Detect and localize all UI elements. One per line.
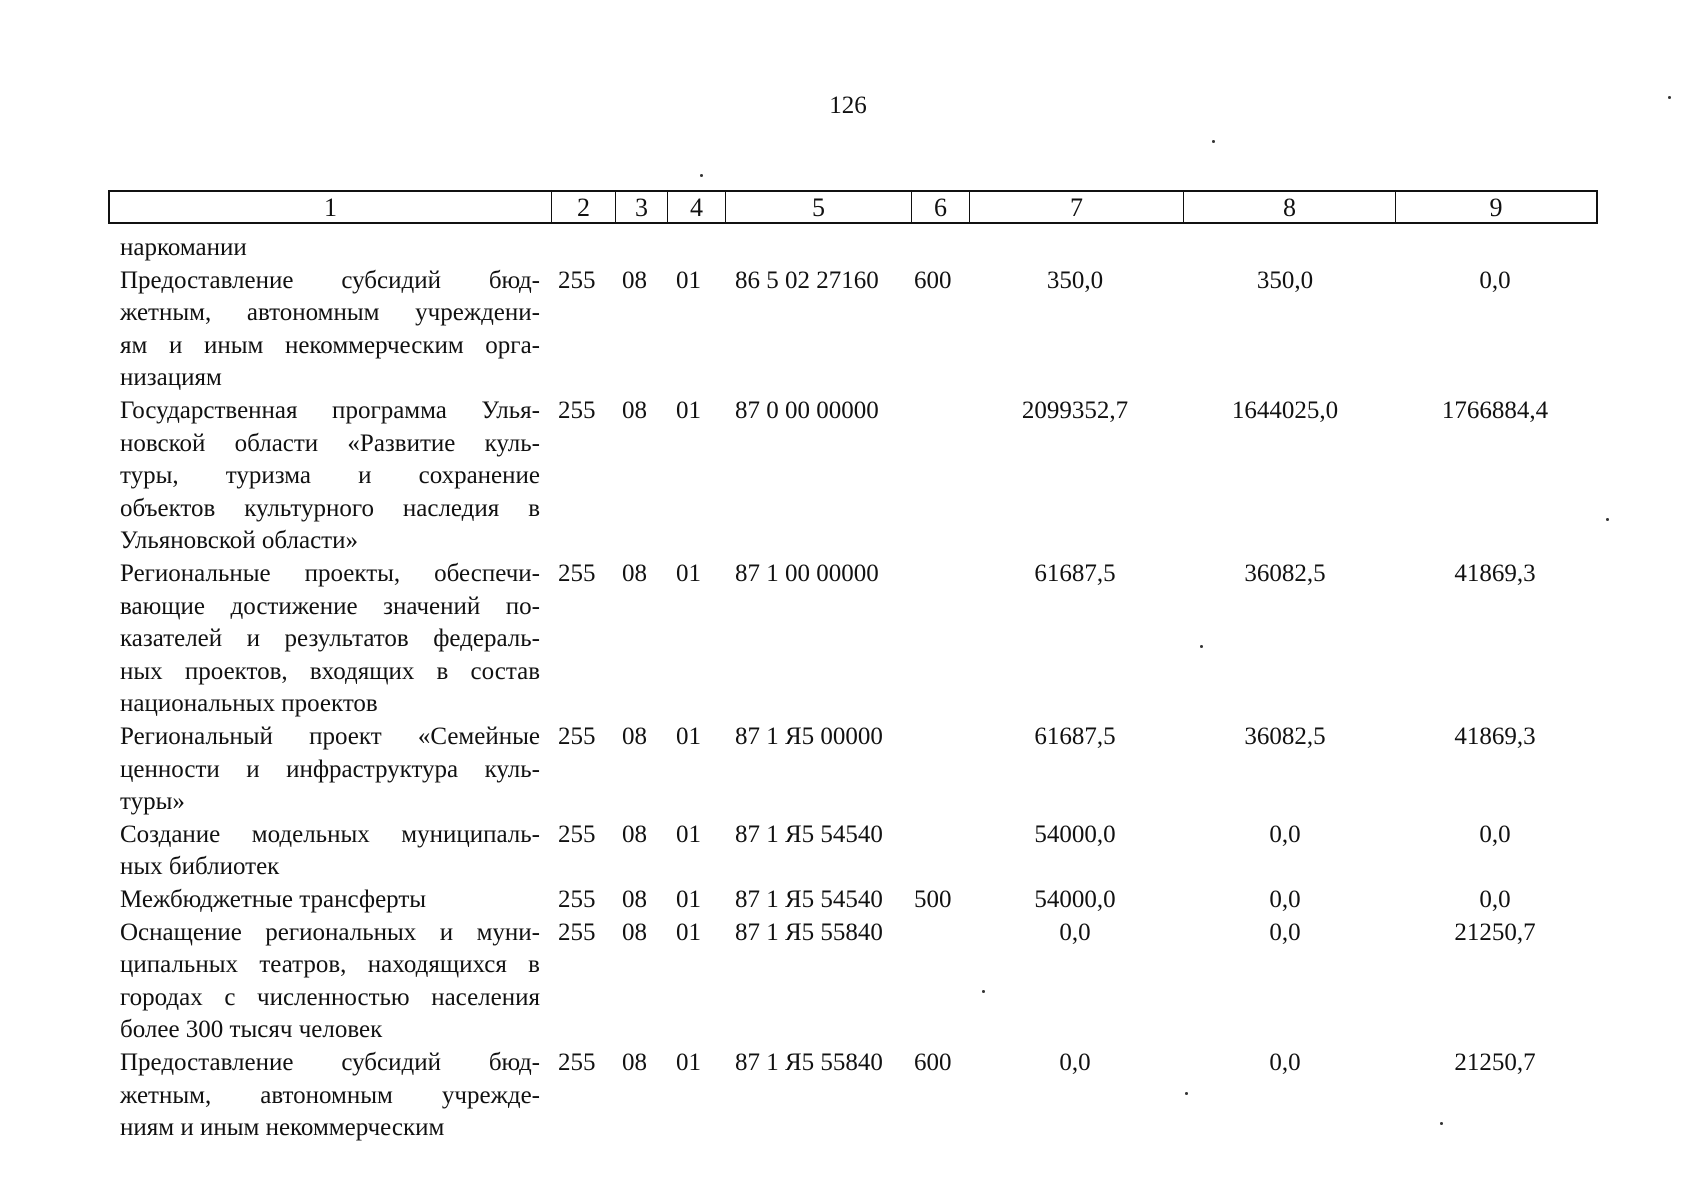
row-cell-c6: 600 <box>914 1049 952 1076</box>
row-cell-c4: 01 <box>676 397 701 424</box>
row-name-line: Создание модельных муниципаль- <box>120 820 540 848</box>
row-cell-c4: 01 <box>676 266 701 294</box>
row-cell-c2: 255 <box>558 397 596 424</box>
scan-speck <box>1668 96 1671 99</box>
row-cell-c3: 08 <box>622 886 647 913</box>
row-cell-c5: 87 1 00 00000 <box>735 560 879 587</box>
row-cell-c4: 01 <box>676 918 701 946</box>
row-cell-c7: 61687,5 <box>1034 723 1116 750</box>
row-cell-c9: 41869,3 <box>1454 560 1536 587</box>
row-cell-c8: 0,0 <box>1269 886 1301 913</box>
row-cell-c9: 41869,3 <box>1454 723 1536 750</box>
row-cell-c8: 0,0 <box>1269 1049 1301 1076</box>
row-cell-c5: 86 5 02 27160 <box>735 266 879 294</box>
row-cell-c9: 21250,7 <box>1454 1049 1536 1076</box>
row-name-line: новской области «Развитие куль- <box>120 429 540 457</box>
row-name-line: Региональный проект «Семейные <box>120 723 540 750</box>
scan-speck <box>1200 645 1203 648</box>
row-cell-c3: 08 <box>622 820 647 848</box>
row-name-line: туры, туризма и сохранение <box>120 462 540 490</box>
row-cell-c9: 0,0 <box>1479 820 1511 848</box>
scan-speck <box>1606 518 1609 521</box>
row-cell-c3: 08 <box>622 266 647 294</box>
header-col-1: 1 <box>324 193 337 222</box>
row-name-line: ценности и инфраструктура куль- <box>120 755 540 783</box>
row-cell-c8: 36082,5 <box>1244 560 1326 587</box>
scan-speck <box>1185 1092 1188 1095</box>
header-col-8: 8 <box>1183 192 1395 222</box>
row-cell-c7: 2099352,7 <box>1021 397 1129 424</box>
row-name-line: казателей и результатов федераль- <box>120 625 540 653</box>
row-cell-c5: 87 0 00 00000 <box>735 397 879 424</box>
row-cell-c2: 255 <box>558 820 596 848</box>
row-cell-c3: 08 <box>622 1049 647 1076</box>
row-name-line: ям и иным некоммерческим орга- <box>120 331 540 359</box>
row-cell-c4: 01 <box>676 886 701 913</box>
row-cell-c7: 350,0 <box>1046 266 1104 294</box>
header-col-6: 6 <box>911 192 969 222</box>
row-name-line: наркомании <box>120 234 247 261</box>
row-name-line: жетным, автономным учрежде- <box>120 1081 540 1109</box>
scan-speck <box>1440 1122 1443 1125</box>
row-name-line: Ульяновской области» <box>120 527 358 555</box>
header-col-3: 3 <box>615 192 667 222</box>
row-cell-c2: 255 <box>558 266 596 294</box>
row-cell-c2: 255 <box>558 918 596 946</box>
row-cell-c6: 600 <box>914 266 952 294</box>
row-name-line: Региональные проекты, обеспечи- <box>120 560 540 587</box>
row-cell-c7: 0,0 <box>1059 1049 1091 1076</box>
row-cell-c8: 36082,5 <box>1244 723 1326 750</box>
row-cell-c7: 54000,0 <box>1034 820 1116 848</box>
row-name-line: жетным, автономным учреждени- <box>120 299 540 327</box>
scan-speck <box>700 174 703 177</box>
row-name-line: ципальных театров, находящихся в <box>120 951 540 979</box>
row-cell-c3: 08 <box>622 397 647 424</box>
row-cell-c5: 87 1 Я5 54540 <box>735 820 883 848</box>
row-name-line: туры» <box>120 788 185 816</box>
row-cell-c5: 87 1 Я5 54540 <box>735 886 883 913</box>
row-name-line: Государственная программа Улья- <box>120 397 540 424</box>
row-cell-c8: 1644025,0 <box>1231 397 1339 424</box>
row-cell-c8: 0,0 <box>1269 820 1301 848</box>
row-name-line: Межбюджетные трансферты <box>120 886 427 913</box>
row-cell-c5: 87 1 Я5 55840 <box>735 1049 883 1076</box>
row-cell-c2: 255 <box>558 886 596 913</box>
header-col-2: 2 <box>551 192 615 222</box>
row-name-line: объектов культурного наследия в <box>120 494 540 522</box>
row-name-line: Оснащение региональных и муни- <box>120 918 540 946</box>
row-name-line: вающие достижение значений по- <box>120 592 540 620</box>
row-name-line: Предоставление субсидий бюд- <box>120 266 540 294</box>
row-cell-c7: 0,0 <box>1059 918 1091 946</box>
row-cell-c4: 01 <box>676 820 701 848</box>
row-name-line: городах с численностью населения <box>120 983 540 1011</box>
row-cell-c5: 87 1 Я5 00000 <box>735 723 883 750</box>
row-name-line: ных проектов, входящих в состав <box>120 657 540 685</box>
row-cell-c7: 61687,5 <box>1034 560 1116 587</box>
row-cell-c2: 255 <box>558 723 596 750</box>
row-cell-c6: 500 <box>914 886 952 913</box>
row-cell-c7: 54000,0 <box>1034 886 1116 913</box>
scan-speck <box>1212 140 1215 143</box>
row-cell-c5: 87 1 Я5 55840 <box>735 918 883 946</box>
row-cell-c2: 255 <box>558 560 596 587</box>
row-cell-c8: 350,0 <box>1256 266 1314 294</box>
row-cell-c4: 01 <box>676 560 701 587</box>
row-name-line: низациям <box>120 364 222 392</box>
header-col-7: 7 <box>969 192 1183 222</box>
row-name-line: Предоставление субсидий бюд- <box>120 1049 540 1076</box>
row-cell-c3: 08 <box>622 723 647 750</box>
row-name-line: национальных проектов <box>120 690 378 718</box>
row-cell-c9: 1766884,4 <box>1441 397 1549 424</box>
row-cell-c9: 0,0 <box>1479 886 1511 913</box>
row-cell-c8: 0,0 <box>1269 918 1301 946</box>
row-cell-c9: 0,0 <box>1479 266 1511 294</box>
header-col-9: 9 <box>1395 192 1596 222</box>
row-name-line: ниям и иным некоммерческим <box>120 1114 445 1142</box>
row-cell-c3: 08 <box>622 918 647 946</box>
row-name-line: ных библиотек <box>120 853 280 881</box>
row-cell-c2: 255 <box>558 1049 596 1076</box>
row-name-line: более 300 тысяч человек <box>120 1016 383 1044</box>
header-col-4: 4 <box>667 192 725 222</box>
header-col-5: 5 <box>725 192 911 222</box>
page-number: 126 <box>829 92 867 119</box>
row-cell-c4: 01 <box>676 1049 701 1076</box>
scan-speck <box>982 990 985 993</box>
row-cell-c4: 01 <box>676 723 701 750</box>
row-cell-c3: 08 <box>622 560 647 587</box>
row-cell-c9: 21250,7 <box>1454 918 1536 946</box>
